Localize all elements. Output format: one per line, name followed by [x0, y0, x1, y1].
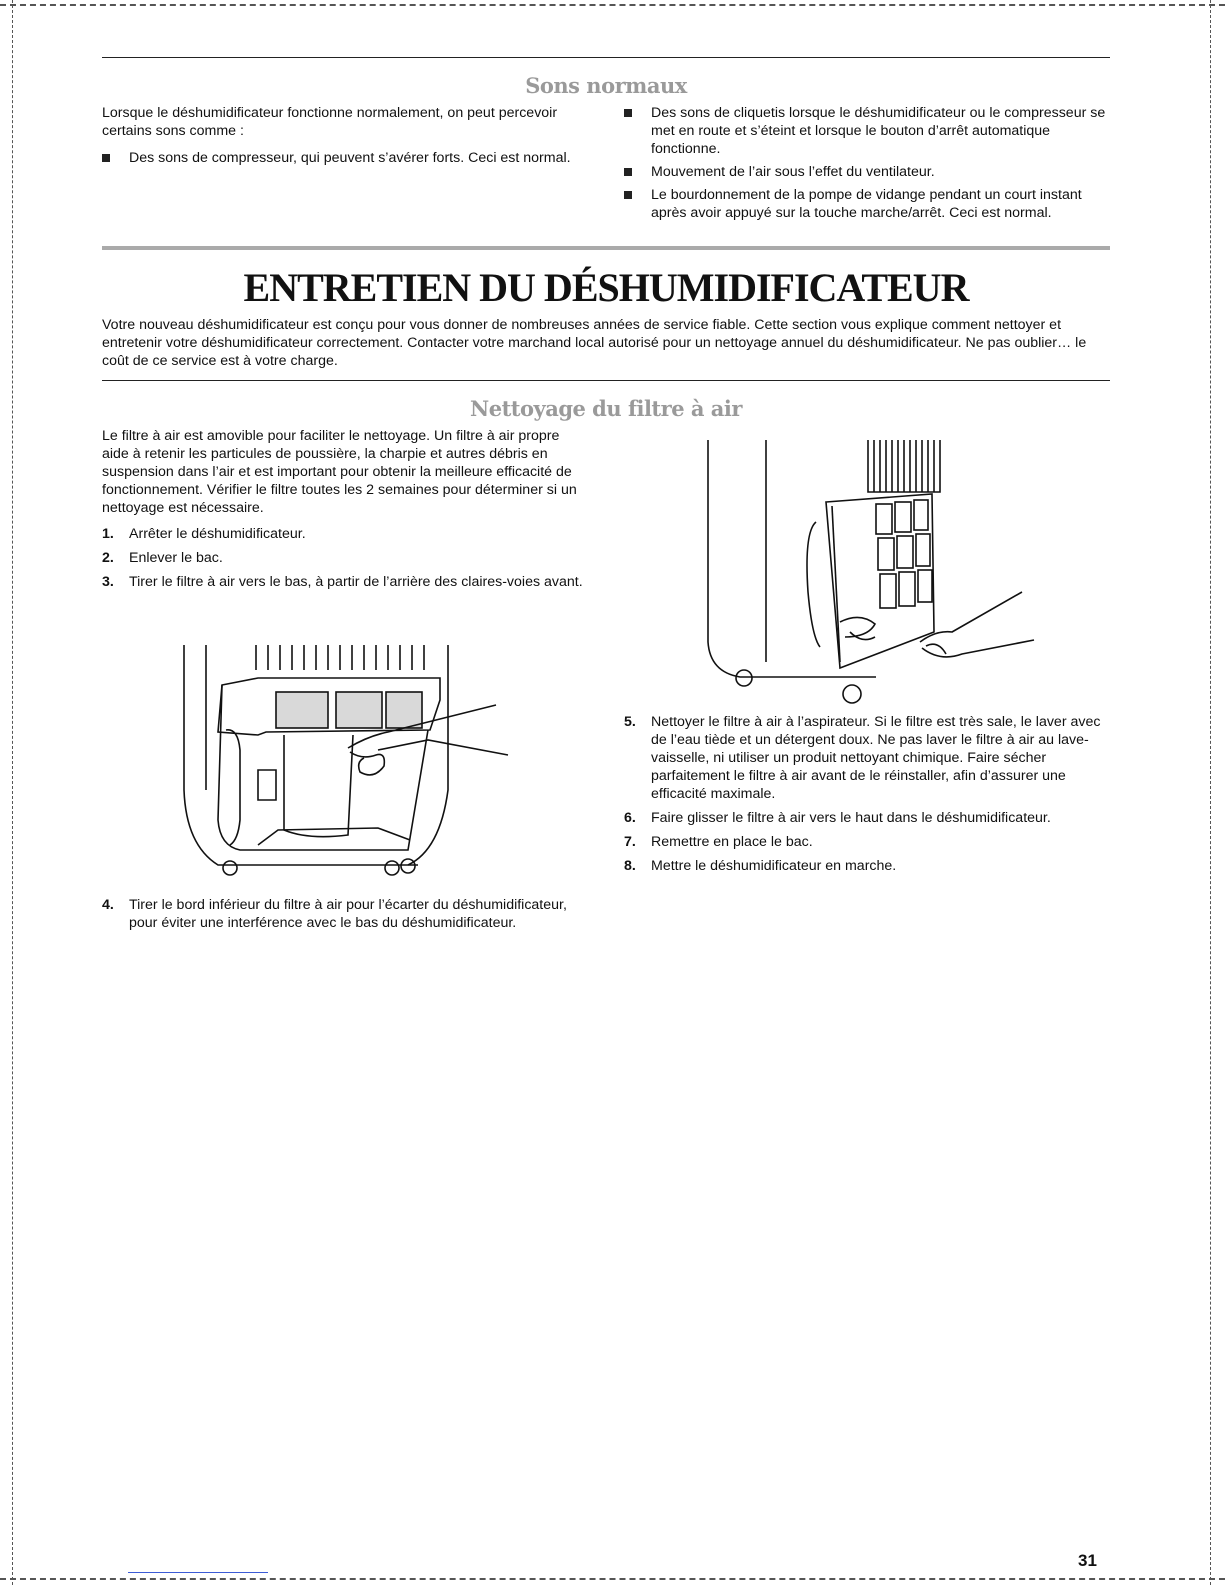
right-trim-line [1210, 0, 1211, 1585]
bullet-square-icon [624, 191, 632, 199]
list-item: Des sons de compresseur, qui peuvent s’avérer forts. Ceci est normal. [102, 149, 580, 167]
nettoyage-right-column [624, 713, 1110, 881]
section-rule [102, 380, 1110, 381]
sons-list-right [624, 104, 1110, 222]
list-item: 6. Faire glisser le filtre à air vers le haut dans le déshumidificateur. [624, 810, 1051, 826]
filter-pull-illustration [700, 432, 1040, 704]
sons-intro: Lorsque le déshumidificateur fonctionne normalement, on peut percevoir certains sons comme : [102, 105, 558, 139]
page-number: 31 [1078, 1551, 1097, 1570]
list-item: 3. Tirer le filtre à air vers le bas, à partir de l’arrière des claires-voies avant. [102, 574, 583, 590]
list-item: 1. Arrêter le déshumidificateur. [102, 526, 306, 542]
sons-left-column [102, 104, 580, 171]
bullet-square-icon [624, 109, 632, 117]
bullet-square-icon [624, 168, 632, 176]
sons-right-column [624, 104, 1110, 226]
steps-list-b [102, 896, 590, 932]
nettoyage-left-column-b [102, 896, 590, 938]
bottom-trim-line [0, 1578, 1225, 1580]
sons-normaux-title: Sons normaux [525, 73, 687, 98]
filter-removal-illustration [178, 640, 518, 885]
list-item: 2. Enlever le bac. [102, 550, 223, 566]
list-item: 8. Mettre le déshumidificateur en marche. [624, 858, 897, 874]
page-title: ENTRETIEN DU DÉSHUMIDIFICATEUR [243, 265, 969, 310]
entretien-intro: Votre nouveau déshumidificateur est conçu pour vous donner de nombreuses années de service fiable. Cette section vous explique comment nettoyer et entretenir votre déshumidificateur correctement. Contacter votre marchand local autorisé pour un nettoyage annuel du déshumidificateur. Ne pas oublier… le coût de ce service est à votre charge. [102, 317, 1087, 369]
sons-list-left [102, 149, 580, 167]
top-trim-line [0, 4, 1225, 6]
steps-list-a [102, 525, 590, 591]
top-rule [102, 57, 1110, 58]
list-item: Des sons de cliquetis lorsque le déshumidificateur ou le compresseur se met en route et s’éteint et lorsque le bouton d’arrêt automatique fonctionne. [624, 104, 1110, 158]
nettoyage-title: Nettoyage du filtre à air [470, 396, 742, 421]
bullet-square-icon [102, 154, 110, 162]
list-item: 5. Nettoyer le filtre à air à l’aspirateur. Si le filtre est très sale, le laver avec de l’eau tiède et un détergent doux. Ne pas laver le filtre à air au lave-vaisselle, ni utiliser un produit nettoyant chimique. Faire sécher parfaitement le filtre à air avant de le réinstaller, afin d’assurer une efficacité maximale. [624, 714, 1101, 802]
left-trim-line [12, 0, 13, 1585]
link-underline [128, 1572, 268, 1573]
thick-divider [102, 246, 1110, 250]
list-item: Mouvement de l’air sous l’effet du ventilateur. [624, 163, 1110, 181]
list-item: 7. Remettre en place le bac. [624, 834, 813, 850]
list-item: 4. Tirer le bord inférieur du filtre à air pour l’écarter du déshumidificateur, pour éviter une interférence avec le bas du déshumidificateur. [102, 897, 567, 931]
steps-list-right [624, 713, 1110, 875]
nettoyage-left-column [102, 427, 590, 597]
list-item: Le bourdonnement de la pompe de vidange pendant un court instant après avoir appuyé sur la touche marche/arrêt. Ceci est normal. [624, 186, 1110, 222]
nettoyage-intro: Le filtre à air est amovible pour faciliter le nettoyage. Un filtre à air propre aide à retenir les particules de poussière, la charpie et autres débris en suspension dans l’air et est important pour obtenir la meilleure efficacité de fonctionnement. Vérifier le filtre toutes les 2 semaines pour déterminer si un nettoyage est nécessaire. [102, 428, 577, 516]
